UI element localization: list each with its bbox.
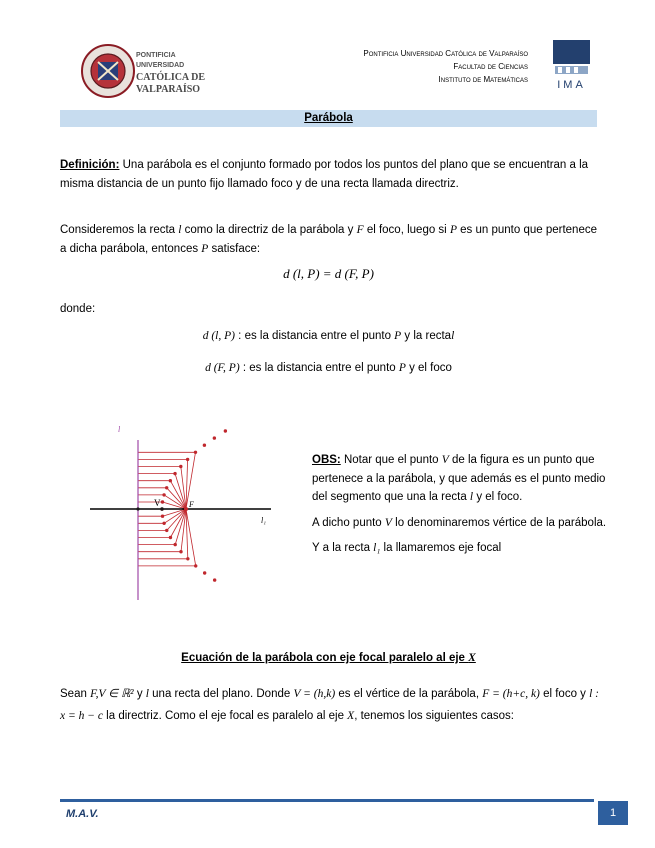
vertex-label: V	[154, 498, 161, 508]
donde-label: donde:	[60, 303, 96, 315]
parabola-figure	[88, 420, 278, 600]
math-var: l₁	[373, 542, 381, 554]
parabola-point	[165, 529, 168, 532]
text-run: Consideremos la recta	[60, 224, 179, 236]
text-run: Y a la recta	[312, 542, 374, 554]
parabola-point	[213, 436, 216, 439]
parabola-point	[161, 515, 164, 518]
parabola-point	[169, 536, 172, 539]
footer-author: M.A.V.	[66, 808, 99, 820]
footer-rule	[60, 799, 594, 802]
parabola-point	[213, 578, 216, 581]
math-var: l	[178, 224, 182, 236]
text-run: A dicho punto	[312, 516, 385, 529]
text-run: : es la distancia entre el punto	[239, 362, 399, 374]
definition-paragraph	[60, 156, 600, 194]
text-run: y	[133, 688, 146, 700]
text-run: Sean	[60, 688, 91, 700]
institution-line: Pontificia Universidad Católica de Valparaíso	[363, 49, 528, 58]
directrix-label: l	[118, 425, 121, 434]
sean-paragraph	[60, 683, 605, 727]
math-var: P	[201, 243, 209, 255]
consider-paragraph	[60, 221, 600, 259]
parabola-point	[203, 571, 206, 574]
focus-label: F	[189, 500, 194, 509]
parabola-point	[186, 458, 189, 461]
parabola-point	[169, 479, 172, 482]
parabola-point	[224, 429, 227, 432]
text-run: y el foco	[405, 362, 452, 374]
text-run: , tenemos los siguientes casos:	[354, 710, 515, 722]
text-run: : es la distancia entre el punto	[234, 330, 395, 342]
parabola-point	[194, 564, 197, 567]
math-expr: F = (h+c, k)	[482, 688, 540, 700]
distance-line-1	[60, 327, 597, 346]
section-title-axis: X	[468, 652, 476, 664]
main-equation: d (l, P) = d (F, P)	[283, 266, 374, 281]
text-run: satisface:	[208, 243, 261, 255]
math-expr: d (F, P)	[205, 362, 240, 374]
math-expr: d (l, P)	[202, 330, 235, 342]
math-var: l	[469, 491, 474, 503]
parabola-point	[162, 493, 165, 496]
obs-para-2	[312, 514, 617, 533]
math-var: V	[441, 454, 449, 466]
focus-segment	[175, 509, 186, 545]
parabola-point	[179, 550, 182, 553]
parabola-point	[203, 444, 206, 447]
text-run: como la directriz de la parábola y	[181, 224, 357, 236]
math-var: P	[394, 330, 402, 342]
section-title	[60, 652, 597, 664]
text-run: Notar que el punto	[340, 454, 442, 466]
logo-text-line-1: PONTIFICIA	[136, 52, 176, 59]
math-expr: V = (h,k)	[293, 688, 336, 700]
institution-line: Facultad de Ciencias	[453, 62, 528, 71]
text-run: una recta del plano. Donde	[148, 688, 294, 700]
text-run: es un punto que pertenece a dicha parábola, entonces	[60, 224, 597, 255]
parabola-point	[194, 451, 197, 454]
parabola-point	[173, 472, 176, 475]
logo-text-line-2: UNIVERSIDAD	[136, 62, 185, 69]
parabola-point	[174, 543, 177, 546]
definition-label: Definición:	[60, 159, 120, 171]
focus-segment	[181, 467, 186, 510]
university-logo	[80, 40, 235, 102]
math-var: l	[145, 688, 149, 700]
focus-segment	[181, 509, 186, 552]
text-run: es el vértice de la parábola,	[335, 688, 483, 700]
math-var: l	[451, 330, 455, 342]
math-expr: l : x = h − c	[60, 688, 600, 722]
institution-block	[363, 47, 528, 86]
text-run: la llamaremos eje focal	[380, 542, 502, 554]
vertex-point	[160, 507, 164, 511]
text-run: la directriz. Como el eje focal es paralelo al eje	[102, 710, 348, 722]
section-title-text: Ecuación de la parábola con eje focal paralelo al eje	[181, 652, 469, 664]
parabola-point	[165, 486, 168, 489]
math-var: F	[356, 224, 364, 236]
math-var: P	[449, 224, 457, 236]
text-run: el foco, luego si	[363, 224, 450, 236]
page-number: 1	[598, 801, 628, 825]
parabola-point	[179, 465, 182, 468]
obs-para-1	[312, 451, 617, 507]
obs-label: OBS:	[312, 454, 341, 466]
directrix-axis-point	[136, 507, 139, 510]
ima-logo	[553, 40, 590, 90]
text-run: y el foco.	[473, 491, 523, 503]
page-title-bar	[60, 110, 597, 127]
math-expr: F,V ∈ ℝ²	[90, 688, 134, 700]
axis-label: l₁	[261, 516, 267, 525]
text-run: de la figura es un punto que pertenece a la parábola, y que además es el punto medio del segmento que una la recta	[312, 454, 606, 503]
ima-logo-text: IMA	[557, 79, 586, 90]
obs-paragraph	[312, 451, 617, 565]
text-run: lo denominaremos vértice de la parábola.	[391, 516, 607, 529]
logo-text-line-4: VALPARAÍSO	[136, 84, 201, 95]
definition-text: Una parábola es el conjunto formado por todos los puntos del plano que se encuentran a la misma distancia de un punto fijo llamado foco y de una recta llamada directriz.	[60, 159, 589, 190]
focus-point	[184, 507, 188, 511]
parabola-point	[161, 500, 164, 503]
text-run: y la recta	[401, 330, 452, 342]
focus-segment	[175, 474, 186, 509]
parabola-point	[162, 522, 165, 525]
institution-line: Instituto de Matemáticas	[438, 75, 528, 84]
text-run: el foco y	[539, 688, 590, 700]
distance-line-2	[60, 359, 597, 378]
math-var: X	[347, 710, 355, 722]
math-var: P	[398, 362, 406, 374]
logo-text-line-3: CATÓLICA DE	[136, 72, 205, 83]
math-var: V	[384, 516, 392, 529]
page-title: Parábola	[304, 112, 353, 124]
parabola-point	[186, 557, 189, 560]
obs-para-3	[312, 539, 617, 558]
